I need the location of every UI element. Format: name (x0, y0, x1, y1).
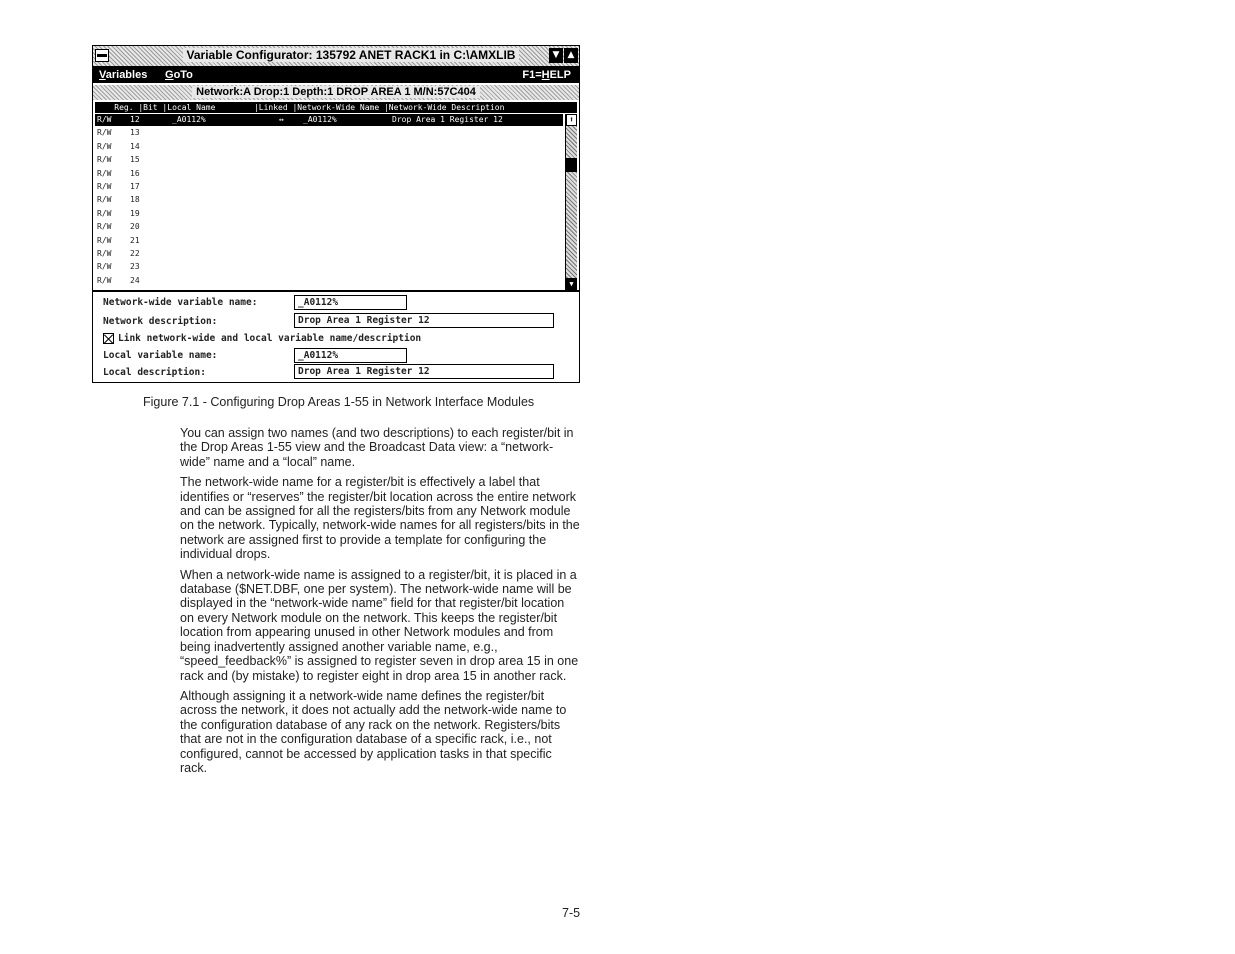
window-title: Variable Configurator: 135792 ANET RACK1 in C:\AMXLIB (183, 48, 520, 62)
net-desc-input[interactable]: Drop Area 1 Register 12 (294, 313, 554, 328)
register-cell: 15 (130, 155, 140, 165)
variable-configurator-window (92, 45, 580, 383)
access-cell: R/W (97, 128, 112, 138)
system-menu-icon[interactable] (95, 49, 109, 62)
table-row[interactable] (95, 168, 563, 180)
linked-cell: ↔ (279, 115, 284, 124)
menu-help-hotkey: H (541, 69, 550, 81)
menu-help-label: ELP (549, 69, 571, 81)
table-row[interactable] (95, 154, 563, 166)
paragraph: The network-wide name for a register/bit is effectively a label that identifies or “reserves” the register/bit location across the entire network and can be assigned for all the registers/bits from any Network module on the network. Typically, network-wide names for all registers/bits in the network are assigned first to provide a template for configuring the individual drops. (180, 475, 580, 562)
register-cell: 17 (130, 182, 140, 191)
access-cell: R/W (97, 208, 112, 218)
net-desc-label: Network description: (103, 316, 218, 327)
register-list[interactable] (95, 114, 563, 289)
vertical-scrollbar[interactable] (565, 114, 577, 290)
register-cell: 16 (130, 168, 140, 178)
register-cell: 24 (130, 275, 140, 285)
body-text (180, 426, 580, 781)
net-name-label: Network-wide variable name: (103, 297, 258, 308)
description-cell: Drop Area 1 Register 12 (392, 115, 503, 124)
table-row[interactable] (95, 275, 563, 287)
local-desc-label: Local description: (103, 367, 206, 378)
table-row[interactable] (95, 141, 563, 153)
local-name-label: Local variable name: (103, 350, 218, 361)
paragraph: Although assigning it a network-wide name defines the register/bit across the network, it does not actually add the network-wide name to the configuration database of any rack on the network. Registers/bits that are not in the configuration database of a specific rack, i.e., not configured, cannot be accessed by application tasks in that specific rack. (180, 688, 567, 775)
access-cell: R/W (97, 155, 112, 165)
network-name-cell: _A0112% (303, 115, 337, 124)
link-checkbox-label: Link network-wide and local variable name/description (118, 333, 422, 344)
access-cell: R/W (97, 195, 112, 205)
table-row[interactable] (95, 235, 563, 247)
menu-help-prefix: F1= (522, 69, 542, 81)
table-row[interactable] (95, 114, 563, 126)
register-cell: 18 (130, 195, 140, 205)
menu-variables[interactable] (99, 67, 147, 83)
table-row[interactable] (95, 194, 563, 206)
access-cell: R/W (97, 222, 112, 232)
table-row[interactable] (95, 261, 563, 273)
register-cell: 19 (130, 208, 140, 218)
table-row[interactable] (95, 127, 563, 139)
scroll-down-arrow-icon[interactable]: ▼ (566, 278, 577, 290)
access-cell: R/W (97, 141, 112, 151)
local-desc-input[interactable]: Drop Area 1 Register 12 (294, 364, 554, 379)
local-name-input[interactable]: _A0112% (294, 348, 407, 363)
menu-goto-label: oTo (173, 69, 193, 81)
network-header-bar (93, 85, 579, 100)
menu-help[interactable] (522, 67, 571, 83)
register-cell: 13 (130, 128, 140, 138)
net-name-input[interactable]: _A0112% (294, 295, 407, 310)
paragraph: You can assign two names (and two descriptions) to each register/bit in the Drop Areas 1-55 view and the Broadcast Data view: a “network-wide” name and a “local” name. (180, 426, 574, 469)
access-cell: R/W (97, 182, 112, 191)
menu-bar (93, 67, 579, 83)
register-cell: 20 (130, 222, 140, 232)
maximize-button[interactable]: ▲ (564, 48, 578, 63)
menu-goto-hotkey: G (165, 69, 174, 81)
menu-variables-hotkey: V (99, 69, 106, 81)
access-cell: R/W (97, 235, 112, 245)
figure-caption: Figure 7.1 - Configuring Drop Areas 1-55 in Network Interface Modules (143, 395, 535, 409)
register-cell: 21 (130, 235, 140, 245)
local-name-cell: _A0112% (172, 115, 206, 124)
access-cell: R/W (97, 275, 112, 285)
link-checkbox[interactable] (103, 333, 114, 344)
menu-goto[interactable] (165, 67, 193, 83)
register-cell: 22 (130, 249, 140, 258)
register-cell: 12 (130, 115, 140, 124)
table-row[interactable] (95, 181, 563, 193)
access-cell: R/W (97, 115, 112, 124)
paragraph: When a network-wide name is assigned to a register/bit, it is placed in a database ($NET.DBF, one per system). The network-wide name will be displayed in the “network-wide name” field for that register/bit location on every Network module on the network. This keeps the register/bit location from appearing unused in other Network modules and from being inadvertently assigned another variable name, e.g., “speed_feedback%” is assigned to register seven in drop area 15 in one rack and (by mistake) to register eight in drop area 15 in another rack. (180, 567, 579, 683)
table-row[interactable] (95, 248, 563, 260)
table-row[interactable] (95, 221, 563, 233)
title-bar[interactable] (93, 46, 579, 67)
register-cell: 23 (130, 262, 140, 272)
minimize-button[interactable]: ▼ (549, 48, 563, 63)
network-header-text: Network:A Drop:1 Depth:1 DROP AREA 1 M/N:57C404 (192, 86, 480, 98)
edit-form (93, 292, 579, 382)
access-cell: R/W (97, 262, 112, 272)
column-header: Reg. |Bit |Local Name |Linked |Network-Wide Name |Network-Wide Description (95, 102, 577, 113)
table-row[interactable] (95, 208, 563, 220)
register-cell: 14 (130, 141, 140, 151)
access-cell: R/W (97, 168, 112, 178)
scroll-up-arrow-icon[interactable]: ⬆ (566, 114, 577, 126)
scroll-thumb[interactable] (566, 158, 577, 172)
access-cell: R/W (97, 249, 112, 258)
page-number: 7-5 (562, 906, 581, 920)
menu-variables-label: ariables (105, 69, 148, 81)
